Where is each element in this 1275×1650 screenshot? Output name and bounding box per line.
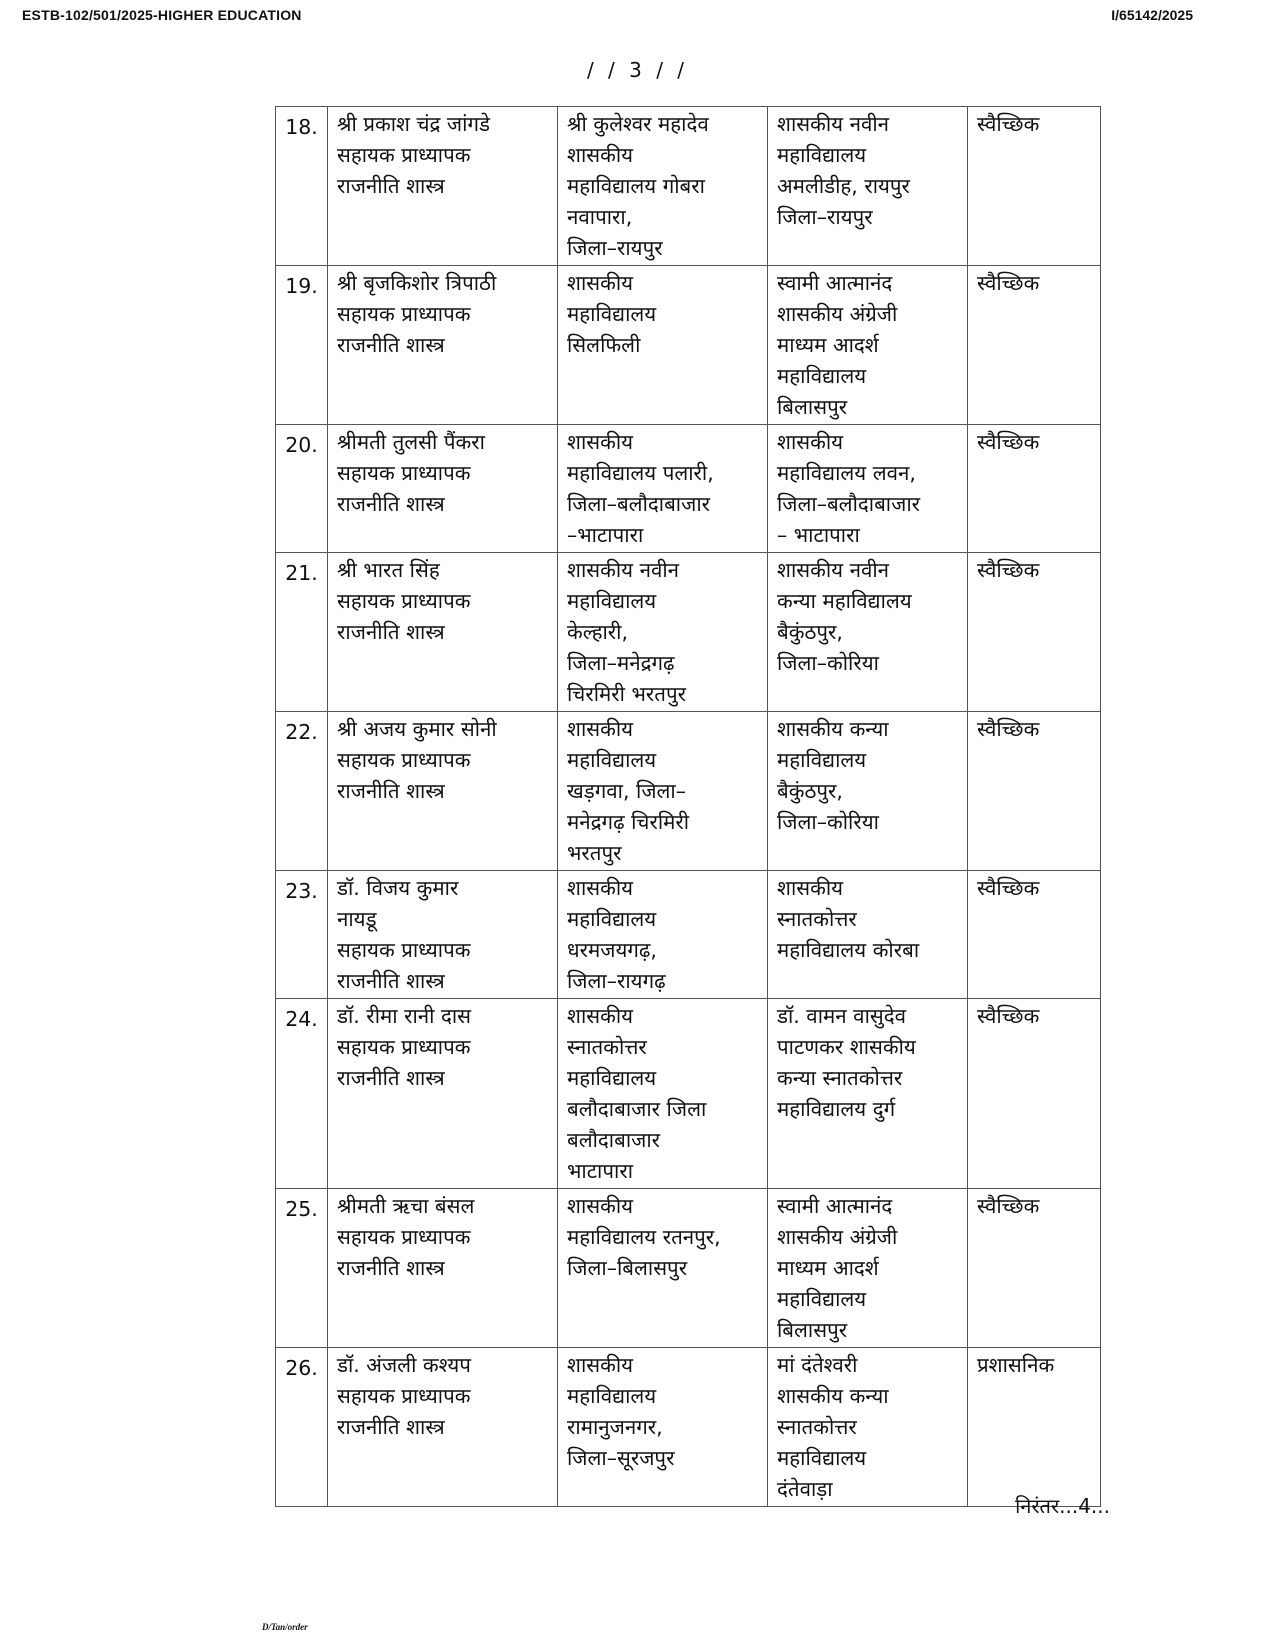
name-line: नायडू xyxy=(337,907,377,931)
transfer-type-cell: प्रशासनिक xyxy=(968,1348,1101,1507)
from-line: महाविद्यालय xyxy=(567,1384,657,1408)
to-line: शासकीय अंग्रेजी xyxy=(777,302,898,326)
name-line: सहायक प्राध्यापक xyxy=(337,938,471,962)
current-posting-cell xyxy=(558,266,768,425)
to-line: दंतेवाड़ा xyxy=(777,1477,833,1501)
to-line: मां दंतेश्वरी xyxy=(777,1353,858,1377)
to-line: – भाटापारा xyxy=(777,523,860,547)
current-posting-cell xyxy=(558,999,768,1189)
page-number: / / 3 / / xyxy=(586,58,689,82)
to-line: शासकीय xyxy=(777,876,844,900)
table-row xyxy=(276,425,1101,553)
to-line: बैकुंठपुर, xyxy=(777,620,843,644)
from-line: जिला–मनेद्रगढ़ xyxy=(567,651,675,675)
name-line: श्रीमती ऋचा बंसल xyxy=(337,1194,475,1218)
from-line: महाविद्यालय xyxy=(567,748,657,772)
name-designation-cell xyxy=(328,871,558,999)
from-line: जिला–रायपुर xyxy=(567,236,663,260)
from-line: धरमजयगढ़, xyxy=(567,938,657,962)
table-row xyxy=(276,107,1101,266)
name-line: सहायक प्राध्यापक xyxy=(337,1225,471,1249)
name-designation-cell xyxy=(328,553,558,712)
from-line: रामानुजनगर, xyxy=(567,1415,663,1439)
name-line: डॉ. अंजली कश्यप xyxy=(337,1353,471,1377)
from-line: केल्हारी, xyxy=(567,620,628,644)
table-row xyxy=(276,553,1101,712)
file-reference: ESTB-102/501/2025-HIGHER EDUCATION xyxy=(22,7,302,23)
from-line: श्री कुलेश्वर महादेव xyxy=(567,112,709,136)
name-designation-cell xyxy=(328,1348,558,1507)
serial-number-cell: 19. xyxy=(276,266,328,425)
name-line: सहायक प्राध्यापक xyxy=(337,302,471,326)
transfer-table xyxy=(275,106,1101,1507)
to-line: स्नातकोत्तर xyxy=(777,1415,857,1439)
from-line: महाविद्यालय रतनपुर, xyxy=(567,1225,721,1249)
name-designation-cell xyxy=(328,712,558,871)
new-posting-cell xyxy=(768,266,968,425)
to-line: शासकीय अंग्रेजी xyxy=(777,1225,898,1249)
from-line: सिलफिली xyxy=(567,333,641,357)
serial-number-cell: 21. xyxy=(276,553,328,712)
transfer-type-cell: स्वैच्छिक xyxy=(968,1189,1101,1348)
name-line: श्री भारत सिंह xyxy=(337,558,440,582)
name-line: सहायक प्राध्यापक xyxy=(337,143,471,167)
to-line: माध्यम आदर्श xyxy=(777,1256,879,1280)
to-line: बिलासपुर xyxy=(777,1318,848,1342)
name-line: राजनीति शास्त्र xyxy=(337,779,445,803)
table-row xyxy=(276,999,1101,1189)
current-posting-cell xyxy=(558,1348,768,1507)
name-line: श्री प्रकाश चंद्र जांगडे xyxy=(337,112,490,136)
to-line: बैकुंठपुर, xyxy=(777,779,843,803)
from-line: –भाटापारा xyxy=(567,523,644,547)
current-posting-cell xyxy=(558,712,768,871)
serial-number-cell: 22. xyxy=(276,712,328,871)
from-line: शासकीय xyxy=(567,1004,634,1028)
name-line: सहायक प्राध्यापक xyxy=(337,748,471,772)
from-line: शासकीय xyxy=(567,876,634,900)
from-line: महाविद्यालय xyxy=(567,302,657,326)
to-line: शासकीय नवीन xyxy=(777,558,890,582)
new-posting-cell xyxy=(768,425,968,553)
name-line: डॉ. रीमा रानी दास xyxy=(337,1004,472,1028)
new-posting-cell xyxy=(768,553,968,712)
from-line: खड़गवा, जिला– xyxy=(567,779,686,803)
name-line: राजनीति शास्त्र xyxy=(337,1256,445,1280)
to-line: स्नातकोत्तर xyxy=(777,907,857,931)
to-line: महाविद्यालय xyxy=(777,143,867,167)
serial-number-cell: 23. xyxy=(276,871,328,999)
to-line: महाविद्यालय xyxy=(777,1287,867,1311)
transfer-type-cell: स्वैच्छिक xyxy=(968,553,1101,712)
name-line: सहायक प्राध्यापक xyxy=(337,1035,471,1059)
to-line: माध्यम आदर्श xyxy=(777,333,879,357)
current-posting-cell xyxy=(558,871,768,999)
to-line: कन्या महाविद्यालय xyxy=(777,589,912,613)
from-line: शासकीय xyxy=(567,271,634,295)
name-line: राजनीति शास्त्र xyxy=(337,492,445,516)
to-line: जिला–कोरिया xyxy=(777,810,879,834)
to-line: महाविद्यालय कोरबा xyxy=(777,938,920,962)
name-designation-cell xyxy=(328,425,558,553)
table-row xyxy=(276,1348,1101,1507)
from-line: महाविद्यालय xyxy=(567,907,657,931)
footer-reference: D/Tan/order xyxy=(262,1622,308,1632)
from-line: जिला–सूरजपुर xyxy=(567,1446,675,1470)
table-row xyxy=(276,266,1101,425)
name-line: डॉ. विजय कुमार xyxy=(337,876,459,900)
from-line: बलौदाबाजार जिला xyxy=(567,1097,707,1121)
from-line: महाविद्यालय गोबरा xyxy=(567,174,705,198)
table-row xyxy=(276,871,1101,999)
from-line: जिला–रायगढ़ xyxy=(567,969,666,993)
name-line: श्री अजय कुमार सोनी xyxy=(337,717,497,741)
to-line: कन्या स्नातकोत्तर xyxy=(777,1066,903,1090)
new-posting-cell xyxy=(768,712,968,871)
name-line: राजनीति शास्त्र xyxy=(337,1415,445,1439)
to-line: बिलासपुर xyxy=(777,395,848,419)
name-line: राजनीति शास्त्र xyxy=(337,969,445,993)
from-line: जिला–बिलासपुर xyxy=(567,1256,688,1280)
from-line: शासकीय नवीन xyxy=(567,558,680,582)
serial-number-cell: 25. xyxy=(276,1189,328,1348)
to-line: जिला–रायपुर xyxy=(777,205,873,229)
table-row xyxy=(276,712,1101,871)
name-line: राजनीति शास्त्र xyxy=(337,620,445,644)
serial-number-cell: 20. xyxy=(276,425,328,553)
from-line: मनेद्रगढ़ चिरमिरी xyxy=(567,810,690,834)
serial-number-cell: 18. xyxy=(276,107,328,266)
current-posting-cell xyxy=(558,425,768,553)
name-line: श्री बृजकिशोर त्रिपाठी xyxy=(337,271,497,295)
from-line: जिला–बलौदाबाजार xyxy=(567,492,711,516)
transfer-type-cell: स्वैच्छिक xyxy=(968,425,1101,553)
from-line: चिरमिरी भरतपुर xyxy=(567,682,686,706)
to-line: डॉ. वामन वासुदेव xyxy=(777,1004,907,1028)
name-designation-cell xyxy=(328,266,558,425)
name-designation-cell xyxy=(328,999,558,1189)
to-line: जिला–कोरिया xyxy=(777,651,879,675)
to-line: महाविद्यालय xyxy=(777,1446,867,1470)
to-line: स्वामी आत्मानंद xyxy=(777,1194,893,1218)
from-line: स्नातकोत्तर xyxy=(567,1035,647,1059)
new-posting-cell xyxy=(768,107,968,266)
to-line: जिला–बलौदाबाजार xyxy=(777,492,921,516)
new-posting-cell xyxy=(768,999,968,1189)
from-line: शासकीय xyxy=(567,430,634,454)
from-line: बलौदाबाजार xyxy=(567,1128,661,1152)
transfer-type-cell: स्वैच्छिक xyxy=(968,107,1101,266)
from-line: शासकीय xyxy=(567,143,634,167)
new-posting-cell xyxy=(768,871,968,999)
name-line: राजनीति शास्त्र xyxy=(337,174,445,198)
serial-number-cell: 26. xyxy=(276,1348,328,1507)
from-line: महाविद्यालय पलारी, xyxy=(567,461,714,485)
to-line: महाविद्यालय दुर्ग xyxy=(777,1097,896,1121)
transfer-type-cell: स्वैच्छिक xyxy=(968,712,1101,871)
from-line: नवापारा, xyxy=(567,205,633,229)
name-line: राजनीति शास्त्र xyxy=(337,1066,445,1090)
serial-number-cell: 24. xyxy=(276,999,328,1189)
name-line: श्रीमती तुलसी पैंकरा xyxy=(337,430,485,454)
name-line: सहायक प्राध्यापक xyxy=(337,589,471,613)
name-line: राजनीति शास्त्र xyxy=(337,333,445,357)
to-line: शासकीय कन्या xyxy=(777,717,889,741)
document-number: I/65142/2025 xyxy=(1111,7,1193,23)
from-line: भाटापारा xyxy=(567,1159,634,1183)
to-line: महाविद्यालय xyxy=(777,364,867,388)
current-posting-cell xyxy=(558,1189,768,1348)
to-line: पाटणकर शासकीय xyxy=(777,1035,916,1059)
to-line: शासकीय कन्या xyxy=(777,1384,889,1408)
from-line: महाविद्यालय xyxy=(567,589,657,613)
from-line: भरतपुर xyxy=(567,841,622,865)
current-posting-cell xyxy=(558,553,768,712)
name-designation-cell xyxy=(328,1189,558,1348)
continued-marker: निरंतर...4... xyxy=(1015,1494,1110,1518)
transfer-table-body xyxy=(276,107,1101,1507)
name-line: सहायक प्राध्यापक xyxy=(337,461,471,485)
to-line: महाविद्यालय xyxy=(777,748,867,772)
to-line: अमलीडीह, रायपुर xyxy=(777,174,910,198)
to-line: शासकीय नवीन xyxy=(777,112,890,136)
name-designation-cell xyxy=(328,107,558,266)
name-line: सहायक प्राध्यापक xyxy=(337,1384,471,1408)
from-line: शासकीय xyxy=(567,1353,634,1377)
current-posting-cell xyxy=(558,107,768,266)
to-line: महाविद्यालय लवन, xyxy=(777,461,916,485)
to-line: स्वामी आत्मानंद xyxy=(777,271,893,295)
from-line: महाविद्यालय xyxy=(567,1066,657,1090)
table-row xyxy=(276,1189,1101,1348)
from-line: शासकीय xyxy=(567,1194,634,1218)
new-posting-cell xyxy=(768,1348,968,1507)
new-posting-cell xyxy=(768,1189,968,1348)
to-line: शासकीय xyxy=(777,430,844,454)
transfer-type-cell: स्वैच्छिक xyxy=(968,266,1101,425)
from-line: शासकीय xyxy=(567,717,634,741)
transfer-type-cell: स्वैच्छिक xyxy=(968,999,1101,1189)
transfer-type-cell: स्वैच्छिक xyxy=(968,871,1101,999)
